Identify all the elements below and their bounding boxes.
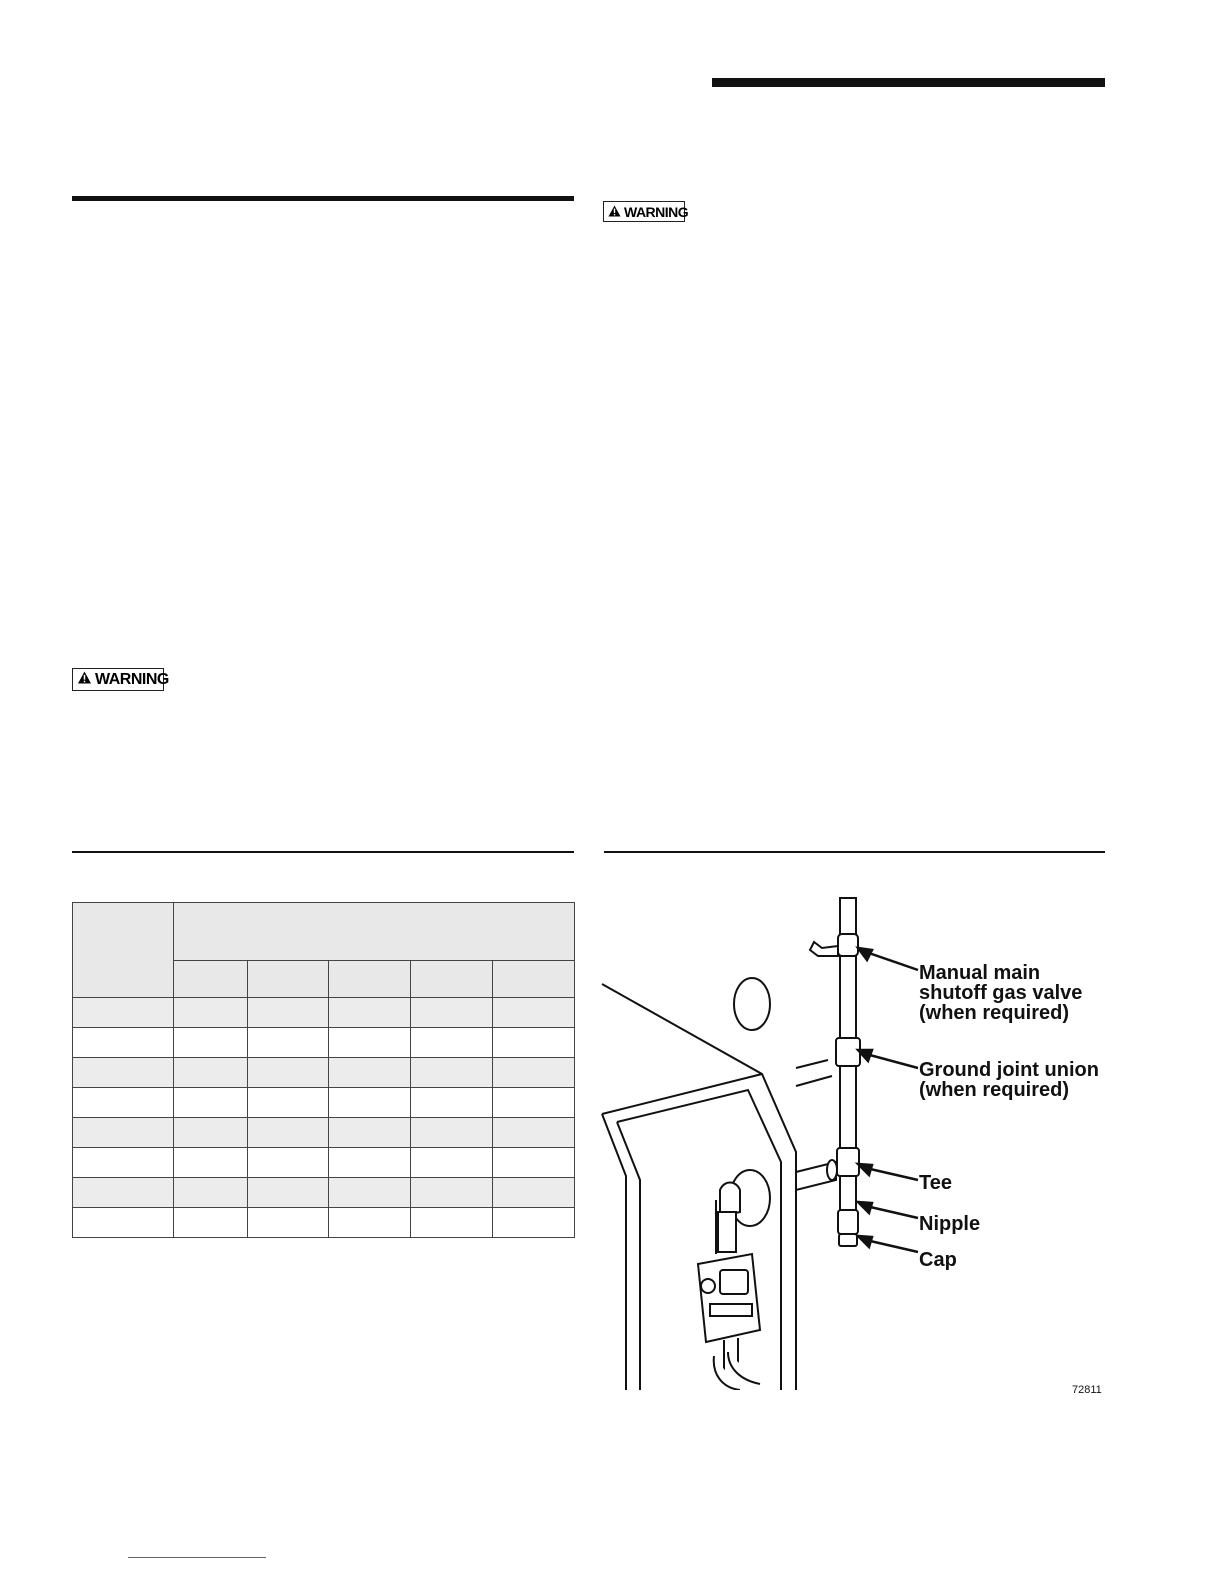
table-subheader-cell <box>248 961 329 998</box>
table-subheader-cell <box>174 961 248 998</box>
callout-line: (when required) <box>919 1079 1070 1101</box>
figure-number: 72811 <box>1072 1384 1102 1396</box>
callout-line: (when required) <box>919 1002 1070 1024</box>
table-subheader-cell <box>411 961 493 998</box>
table-row <box>73 1148 575 1178</box>
table-row <box>73 998 575 1028</box>
table-row <box>73 1088 575 1118</box>
table-row <box>73 1208 575 1238</box>
warning-label: WARNING <box>624 203 689 220</box>
warning-badge-left <box>72 668 169 691</box>
table-header-row-label <box>73 903 174 998</box>
table-row <box>73 1028 575 1058</box>
warning-triangle-icon <box>608 204 621 220</box>
callout-line: Manual main <box>919 962 1041 984</box>
left-section-rule <box>72 196 574 201</box>
callout-manual-shutoff-valve <box>919 963 1082 1023</box>
table-subheader-cell <box>329 961 411 998</box>
warning-badge-right <box>603 201 689 222</box>
table-row <box>73 1118 575 1148</box>
table-header-group <box>174 903 575 961</box>
callout-line: shutoff gas valve <box>919 982 1083 1004</box>
warning-label: WARNING <box>95 670 169 688</box>
callout-ground-joint-union <box>919 1060 1099 1100</box>
table-row <box>73 1178 575 1208</box>
callout-line: Ground joint union <box>919 1059 1099 1081</box>
table-section-rule <box>72 851 574 853</box>
callout-nipple: Nipple <box>919 1213 981 1235</box>
footer-link-underline[interactable] <box>128 1557 266 1558</box>
callout-cap: Cap <box>919 1249 957 1271</box>
warning-triangle-icon <box>77 671 92 689</box>
gas-pipe-spec-table <box>72 902 575 1238</box>
table-row <box>73 1058 575 1088</box>
table-subheader-cell <box>493 961 575 998</box>
figure-section-rule <box>604 851 1105 853</box>
top-right-section-rule <box>712 78 1105 87</box>
callout-tee: Tee <box>919 1172 952 1194</box>
